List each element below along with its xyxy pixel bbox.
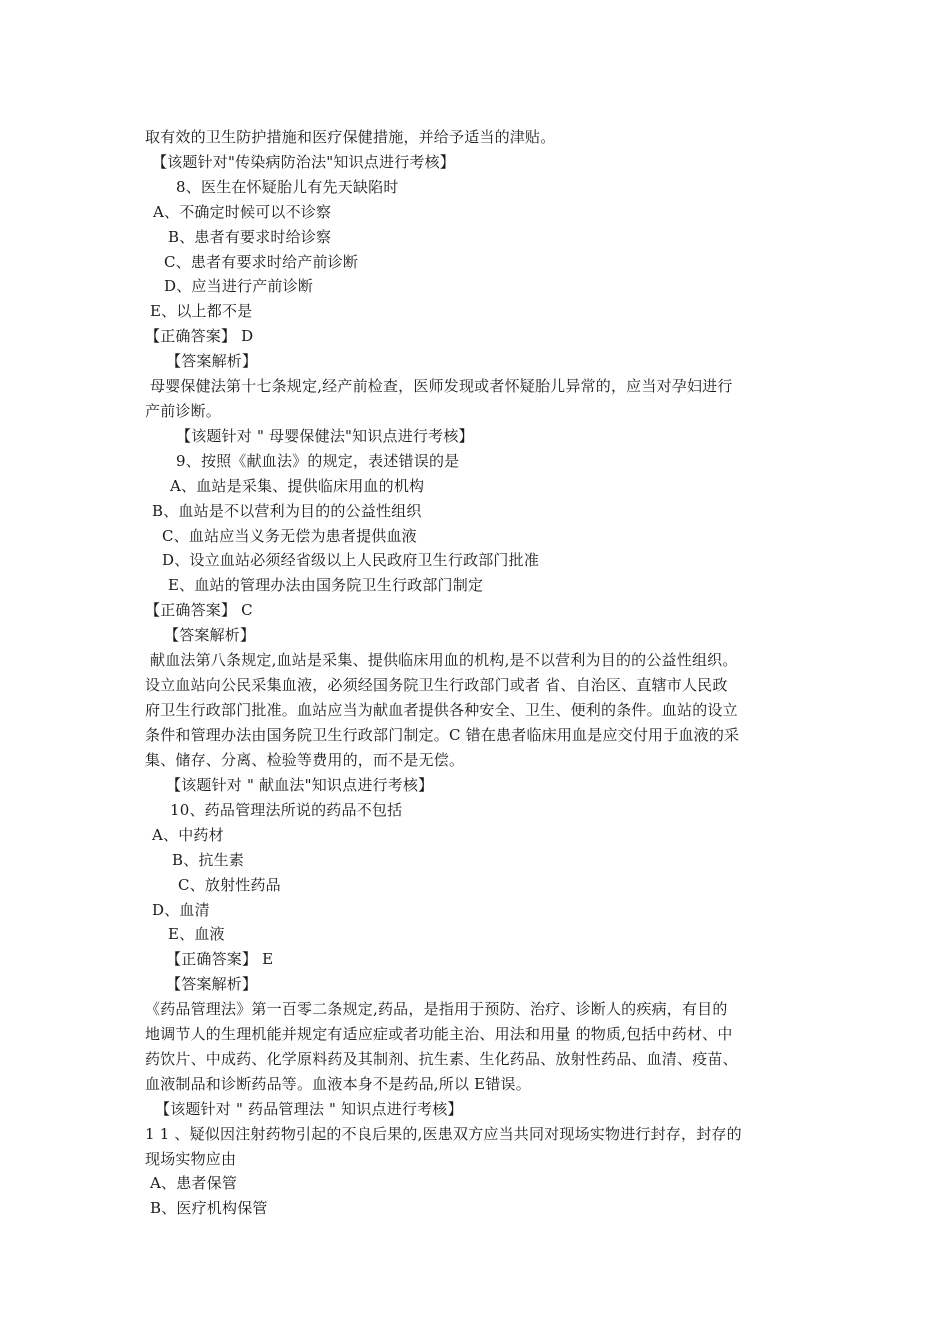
explanation-text: 条件和管理办法由国务院卫生行政部门制定。C 错在患者临床用血是应交付用于血液的采	[145, 726, 740, 744]
explanation-text: 母婴保健法第十七条规定,经产前检查，医师发现或者怀疑胎儿异常的，应当对孕妇进行	[150, 377, 733, 395]
option-b: B、患者有要求时给诊察	[168, 228, 332, 246]
explanation-text: 地调节人的生理机能并规定有适应症或者功能主治、用法和用量 的物质,包括中药材、中	[145, 1025, 733, 1043]
option-a: A、不确定时候可以不诊察	[153, 203, 332, 221]
correct-answer: 【正确答案】 C	[145, 601, 253, 619]
option-d: D、血清	[152, 901, 210, 919]
question-11-continued: 现场实物应由	[145, 1150, 237, 1168]
answer-explanation-heading: 【答案解析】	[164, 626, 256, 644]
topic-note: 【该题针对 " 母婴保健法"知识点进行考核】	[176, 427, 474, 445]
question-11: 1 1 、疑似因注射药物引起的不良后果的,医患双方应当共同对现场实物进行封存，封存的	[145, 1125, 742, 1143]
option-e: E、以上都不是	[150, 302, 253, 320]
option-a: A、血站是采集、提供临床用血的机构	[170, 477, 425, 495]
option-d: D、设立血站必须经省级以上人民政府卫生行政部门批准	[162, 551, 540, 569]
question-9: 9、按照《献血法》的规定，表述错误的是	[176, 452, 460, 470]
option-c: C、患者有要求时给产前诊断	[164, 253, 359, 271]
option-a: A、中药材	[152, 826, 224, 844]
topic-note: 【该题针对"传染病防治法"知识点进行考核】	[152, 153, 456, 171]
text-line: 取有效的卫生防护措施和医疗保健措施，并给予适当的津贴。	[145, 128, 556, 146]
correct-answer: 【正确答案】 E	[166, 950, 274, 968]
topic-note: 【该题针对 " 献血法"知识点进行考核】	[166, 776, 434, 794]
topic-note: 【该题针对 " 药品管理法 " 知识点进行考核】	[155, 1100, 463, 1118]
option-c: C、放射性药品	[178, 876, 281, 894]
explanation-text: 药饮片、中成药、化学原料药及其制剂、抗生素、生化药品、放射性药品、血清、疫苗、	[145, 1050, 738, 1068]
option-b: B、血站是不以营利为目的的公益性组织	[152, 502, 422, 520]
explanation-text: 设立血站向公民采集血液，必须经国务院卫生行政部门或者 省、自治区、直辖市人民政	[145, 676, 728, 694]
explanation-text: 血液制品和诊断药品等。血液本身不是药品,所以 E错误。	[145, 1075, 531, 1093]
explanation-text: 《药品管理法》第一百零二条规定,药品，是指用于预防、治疗、诊断人的疾病，有目的	[145, 1000, 728, 1018]
correct-answer: 【正确答案】 D	[145, 327, 254, 345]
option-b: B、医疗机构保管	[150, 1199, 268, 1217]
explanation-text: 府卫生行政部门批准。血站应当为献血者提供各种安全、卫生、便利的条件。血站的设立	[145, 701, 738, 719]
explanation-text: 献血法第八条规定,血站是采集、提供临床用血的机构,是不以营利为目的的公益性组织。	[150, 651, 738, 669]
answer-explanation-heading: 【答案解析】	[166, 975, 258, 993]
option-e: E、血站的管理办法由国务院卫生行政部门制定	[168, 576, 484, 594]
option-e: E、血液	[168, 925, 225, 943]
question-10: 10、药品管理法所说的药品不包括	[170, 801, 403, 819]
explanation-text: 集、储存、分离、检验等费用的，而不是无偿。	[145, 751, 465, 769]
answer-explanation-heading: 【答案解析】	[166, 352, 258, 370]
question-8: 8、医生在怀疑胎儿有先天缺陷时	[176, 178, 399, 196]
explanation-text: 产前诊断。	[145, 402, 222, 420]
option-a: A、患者保管	[150, 1174, 238, 1192]
option-b: B、抗生素	[172, 851, 245, 869]
option-c: C、血站应当义务无偿为患者提供血液	[162, 527, 417, 545]
option-d: D、应当进行产前诊断	[164, 277, 314, 295]
